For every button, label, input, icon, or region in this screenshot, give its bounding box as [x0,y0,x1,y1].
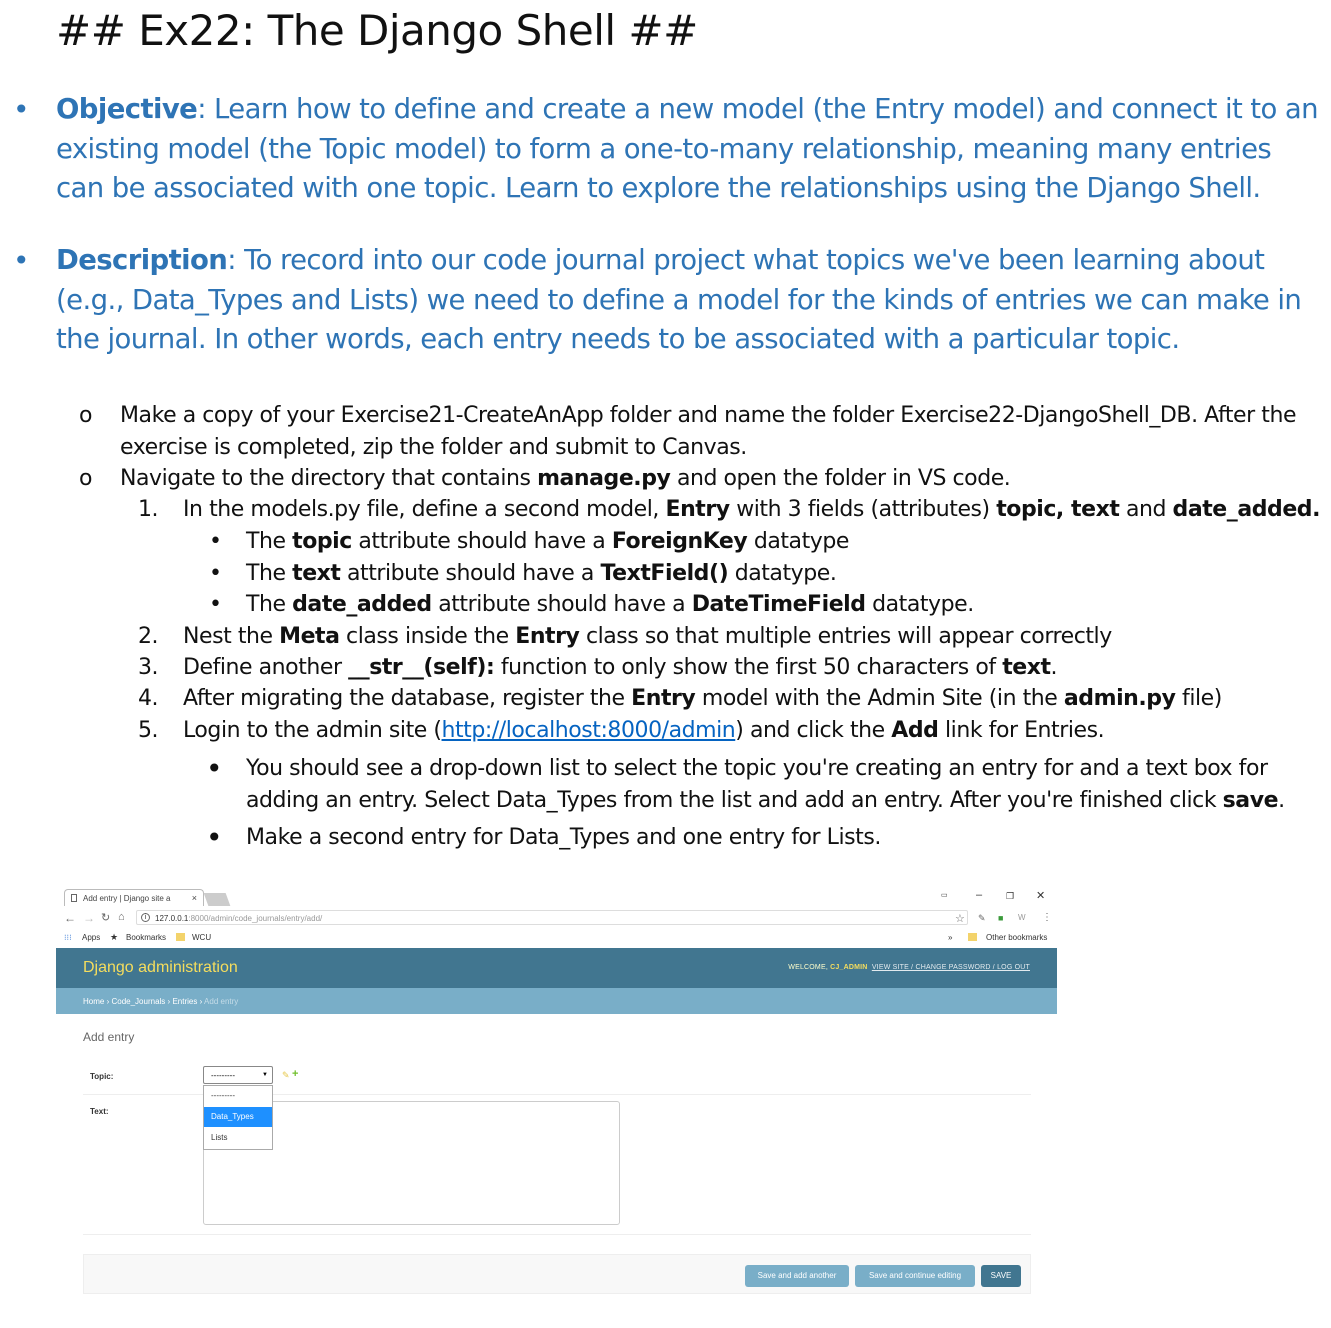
step-text: class so that multiple entries will appear correctly [579,624,1112,649]
step-text: . [1050,655,1058,680]
topic-option-selected[interactable]: Data_Types [204,1107,272,1127]
description-text: : To record into our code journal project what topics we've been learning about [227,244,1265,276]
step-text: After migrating the database, register the [183,686,632,711]
username: CJ_ADMIN [830,964,868,971]
step-bold: Entry [631,686,696,711]
objective-label: Objective [56,93,198,125]
step-text: In the models.py file, define a second model, [183,497,666,522]
number-marker: 2. [138,624,159,649]
add-topic-icon[interactable]: + [292,1068,299,1080]
bullet-marker: • [13,244,29,277]
instruction-bullet-dropdown [206,752,1285,816]
step-text: exercise is completed, zip the folder and submit to Canvas. [120,434,747,460]
minimize-icon[interactable]: – [976,889,983,901]
step-bold: Entry [515,624,580,649]
description-bullet [0,241,1321,360]
step-text: datatype. [865,592,974,617]
step-copy-folder [79,400,1297,463]
reload-icon[interactable]: ↻ [101,912,111,924]
number-marker: 1. [138,497,159,522]
bookmarks-bar [56,928,1057,948]
step-navigate [79,463,1011,495]
url-input[interactable] [136,910,968,925]
bookmark-other[interactable]: Other bookmarks [986,933,1048,942]
breadcrumb-home[interactable]: Home [83,997,105,1006]
numbered-step-4 [138,683,1222,715]
numbered-step-3 [138,652,1058,684]
step-text: model with the Admin Site (in the [695,686,1064,711]
breadcrumb-current: Add entry [204,997,239,1006]
apps-grid-icon: ⁝⁝⁝ [64,933,72,942]
step-bold: date_added [292,592,432,617]
bullet-marker: • [209,561,222,586]
extension-icon[interactable]: W [1018,913,1026,922]
topic-option[interactable]: --------- [211,1091,235,1100]
home-icon[interactable]: ⌂ [118,911,125,923]
step-text: link for Entries. [938,718,1105,743]
user-tools [788,964,1030,971]
step-bold: manage.py [537,466,671,491]
instruction-bullet-second-entry [206,821,881,854]
bullet-marker: • [206,821,223,854]
bookmark-apps[interactable]: Apps [82,933,101,942]
step-text: Navigate to the directory that contains [120,466,538,491]
number-marker: 5. [138,718,159,743]
step-text: Make a copy of your Exercise21-CreateAnApp folder and name the folder Exercise22-DjangoShell_DB. After the [120,403,1297,428]
step-text: The [246,561,293,586]
save-and-continue-button[interactable]: Save and continue editing [855,1265,975,1287]
menu-icon[interactable]: ⋮ [1042,912,1052,923]
step-text: Login to the admin site ( [183,718,442,743]
step-bold: text [1002,655,1051,680]
step-bold: topic [292,529,352,554]
step-bold: TextField() [600,561,729,586]
star-icon[interactable]: ☆ [955,913,965,925]
step-text: file) [1175,686,1222,711]
objective-text: can be associated with one topic. Learn to explore the relationships using the Django Shell. [56,172,1261,204]
site-brand[interactable]: Django administration [83,959,238,976]
tab-title: Add entry | Django site a [83,894,171,903]
document-icon [71,894,77,902]
save-and-add-another-button[interactable]: Save and add another [745,1265,849,1287]
step-text: . [1278,787,1285,813]
step-text: attribute should have a [431,592,692,617]
step-text: Define another [183,655,349,680]
close-window-icon[interactable]: ✕ [1036,890,1046,902]
dropdown-arrow-icon: ▼ [262,1072,268,1078]
step-text: Make a second entry for Data_Types and one entry for Lists. [246,825,881,850]
form-title: Add entry [83,1030,135,1044]
page-heading: ## Ex22: The Django Shell ## [56,6,698,55]
step-bold: DateTimeField [691,592,866,617]
star-icon: ★ [110,932,119,942]
back-icon[interactable]: ← [64,911,76,925]
info-icon[interactable]: i [141,913,150,922]
admin-link[interactable]: http://localhost:8000/admin [441,718,736,743]
topic-select[interactable] [203,1066,273,1084]
circle-marker: o [79,466,93,491]
breadcrumb-app[interactable]: Code_Journals [111,997,166,1006]
edit-topic-icon[interactable]: ✎ [282,1070,290,1080]
step-text: adding an entry. Select Data_Types from the list and add an entry. After you're finished click [246,787,1223,813]
numbered-step-2 [138,621,1112,653]
browser-screenshot [56,886,1057,1306]
breadcrumb-separator: › [199,997,203,1006]
bookmark-bookmarks[interactable]: Bookmarks [126,933,167,942]
step-text: attribute should have a [351,529,612,554]
bullet-marker: • [209,592,222,617]
extension-icon[interactable]: ▭ [941,892,948,899]
step-bold: Entry [665,497,730,522]
objective-bullet [0,90,1321,209]
step-text: and [1119,497,1173,522]
select-value: --------- [211,1071,235,1080]
step-text: The [246,529,293,554]
topic-option[interactable]: Lists [211,1133,228,1142]
url-host: 127.0.0.1 [155,914,189,923]
circle-marker: o [79,403,93,428]
step-bold: ForeignKey [611,529,748,554]
step-text: function to only show the first 50 characters of [494,655,1003,680]
breadcrumb-model[interactable]: Entries [172,997,198,1006]
text-label: Text: [90,1107,109,1116]
description-label: Description [56,244,228,276]
step-bold: Add [891,718,939,743]
description-text: (e.g., Data_Types and Lists) we need to define a model for the kinds of entries we can make in [56,283,1302,316]
url-path: :8000/admin/code_journals/entry/add/ [188,914,323,923]
welcome-text: WELCOME, [788,964,831,971]
topic-dropdown-list [203,1085,273,1150]
user-links[interactable]: VIEW SITE / CHANGE PASSWORD / LOG OUT [871,964,1030,971]
restore-icon[interactable]: ❐ [1006,891,1015,901]
forward-icon[interactable]: → [83,911,95,925]
bullet-marker: • [206,752,223,785]
step-bold: Meta [279,624,340,649]
step-bold: admin.py [1063,686,1176,711]
bookmark-wcu[interactable]: WCU [192,933,212,942]
bullet-marker: • [209,529,222,554]
step-text: You should see a drop-down list to select the topic you're creating an entry for and a text box for [246,756,1268,781]
submit-row [83,1254,1031,1294]
extension-icon[interactable]: ■ [998,913,1004,923]
close-tab-icon[interactable]: × [191,893,197,903]
breadcrumb-separator: › [167,997,171,1006]
field-bullet-text [209,558,837,590]
step-text: datatype [747,529,849,554]
step-text: class inside the [339,624,516,649]
numbered-step-1 [138,494,1320,526]
number-marker: 4. [138,686,159,711]
tab-bar [56,886,1057,908]
breadcrumb-separator: › [106,997,110,1006]
objective-text: existing model (the Topic model) to form a one-to-many relationship, meaning many entries [56,132,1272,165]
step-text: Nest the [183,624,280,649]
step-text: attribute should have a [340,561,601,586]
step-bold: text [292,561,341,586]
django-header [56,948,1057,988]
folder-icon [968,933,977,941]
chevron-icon[interactable]: » [948,933,953,942]
browser-tab[interactable] [64,889,204,906]
field-bullet-date [209,589,974,621]
step-text: ) and click the [735,718,892,743]
objective-text: : Learn how to define and create a new model (the Entry model) and connect it to an [197,93,1318,125]
step-text: The [246,592,293,617]
address-bar-row [56,908,1057,928]
field-bullet-topic [209,526,849,558]
step-text: and open the folder in VS code. [670,466,1011,491]
folder-icon [176,933,185,941]
topic-label: Topic: [90,1072,114,1081]
step-text: with 3 fields (attributes) [729,497,997,522]
pen-extension-icon[interactable]: ✎ [978,913,986,923]
numbered-step-5 [138,715,1105,747]
step-text: datatype. [728,561,837,586]
bullet-marker: • [13,93,29,126]
number-marker: 3. [138,655,159,680]
step-bold: save [1222,787,1279,813]
step-bold: __str__(self): [348,655,495,680]
breadcrumb [56,988,1057,1014]
new-tab-button[interactable] [204,893,231,906]
save-button[interactable]: SAVE [981,1265,1021,1287]
step-bold: date_added. [1172,497,1320,522]
step-bold: topic, text [996,497,1120,522]
description-text: the journal. In other words, each entry needs to be associated with a particular topic. [56,323,1180,355]
